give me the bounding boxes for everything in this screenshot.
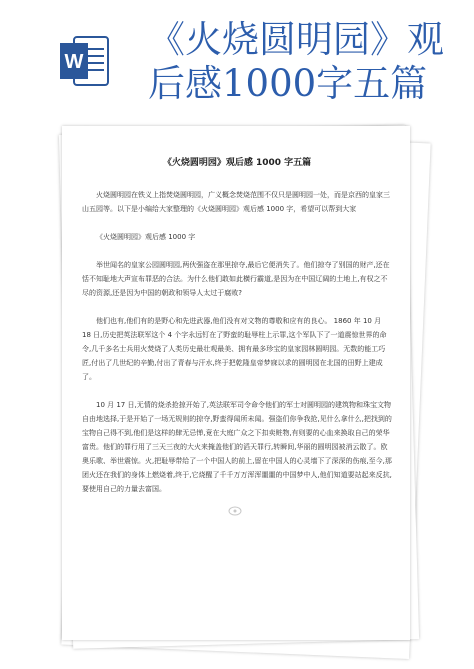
- document-preview: [58, 122, 416, 652]
- banner-title: [148, 18, 468, 106]
- body-paragraph: 10 月 17 日,无情的烧杀抢掠开始了,英法联军司令命令他们的军士对圆明园的建筑物和珠宝文物自由地选择,于是开始了一场无规则的掠夺,野蛮得闻所未闻。强盗们你争我抢,见什么拿什么,把找到的宝物自己得不到,他们是这样的肆无忌惮,竟在大庭广众之下扣卖赃物,有则要的心血来换取自己的荣华富贵。他们的罪行用了三天三夜的大火来掩盖他们的滔天罪行,转瞬间,华丽的圆明园被消云散了。欧奥乐歌、举世震惊。火,把耻辱带给了一个中国人的前上,留在中国人的心灵墙下了深深的伤痕,至今,那团火还在我们的身体上燃烧着,终于,它烧醒了千千万万浑浑噩噩的中国梦中人,他们知道要站起来反抗,要使用自己的力量去富国。: [82, 401, 392, 493]
- document-body: [82, 156, 392, 510]
- watermark-icon: [228, 506, 242, 516]
- document-page[interactable]: [62, 126, 410, 640]
- body-paragraph: 举世闻名的皇家公园圆明园,两伙强盗在那里掠夺,最后它便消失了。他们掠夺了别国的财产,还在恬不知耻地大声宣布罪恶的合法。为什么他们敢如此横行霸道,是因为在中国辽阔的土地上,有权之不尽的资源,还是因为中国的朝政和领导人太过于腐败?: [82, 261, 390, 297]
- section-subtitle: 《火烧圆明园》观后感 1000 字: [96, 233, 196, 241]
- intro-paragraph: 火烧圆明园在铁义上指焚烧圆明园，广义概念焚烧范围不仅只是圆明园一处，而是京西的皇家三山五园等。以下是小编给大家整理的《火烧圆明园》观后感 1000 字，希望可以帮到大家: [82, 191, 390, 213]
- document-banner: [0, 0, 474, 118]
- banner-title-line2: 后感1000字五篇: [148, 62, 428, 105]
- document-title: 《火烧圆明园》观后感 1000 字五篇: [162, 158, 312, 168]
- word-icon: [60, 35, 110, 87]
- word-icon-letter: W: [64, 51, 84, 73]
- banner-title-line1: 《火烧圆明园》观: [148, 18, 444, 61]
- body-paragraph: 他们也有,他们有的是野心和先进武器,他们没有对文物的尊敬和应有的良心。 1860 年 10 月 18 日,历史把英法联军这个 4 个字永远钉在了野蛮的耻辱柱上示罪,这个军队下了一道震惊世界的命令,几千多名士兵用火焚烧了人类历史最壮观最美、拥有最多珍宝的皇家园林圆明园。无数的能工巧匠,付出了几世纪的辛勤,付出了青春与汗水,终于把乾隆皇帝梦寐以求的圆明园在北国的田野上建成了。: [82, 317, 387, 381]
